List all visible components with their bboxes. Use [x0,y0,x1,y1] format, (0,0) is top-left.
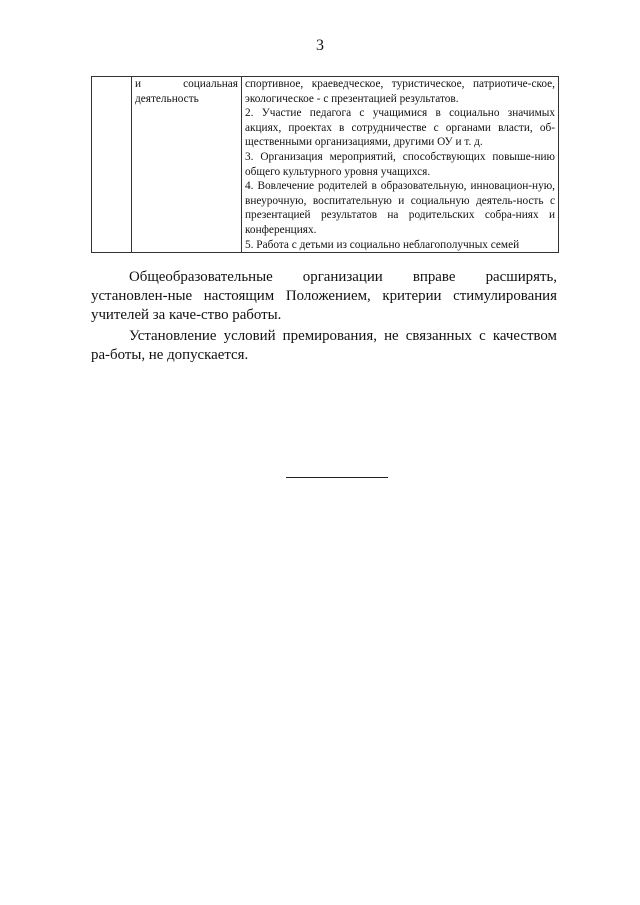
indicator-item: 2. Участие педагога с учащимися в социально значимых акциях, проектах в сотрудничестве с органами власти, об-щественными организациями, другими ОУ и т. д. [245,107,555,149]
indicator-item: спортивное, краеведческое, туристическое, патриотиче-ское, экологическое - с презентацией результатов. [245,78,555,105]
page-number: 3 [316,37,324,54]
body-paragraph: Общеобразовательные организации вправе расширять, установлен-ные настоящим Положением, критерии стимулирования учителей за каче-ство работы. [91,269,557,323]
criterion-word: деятельность [135,92,199,105]
table-row [92,77,559,253]
body-paragraph: Установление условий премирования, не связанных с качеством ра-боты, не допускается. [91,328,557,363]
indicator-item: 5. Работа с детьми из социально неблагополучных семей [245,238,520,251]
criterion-word: социальная [183,78,238,90]
table-cell-indicators [242,77,559,253]
separator-line [286,477,388,478]
criterion-word: и [135,78,142,90]
criteria-table [91,76,559,253]
table-cell-empty [92,77,132,253]
table-cell-criterion [132,77,242,253]
indicator-item: 3. Организация мероприятий, способствующих повыше-нию общего культурного уровня учащихся. [245,150,555,178]
indicator-item: 4. Вовлечение родителей в образовательную, инновацион-ную, внеурочную, воспитательную и социальную деятель-ность с презентацией результатов на родительских собра-ниях и конференциях. [245,180,555,236]
